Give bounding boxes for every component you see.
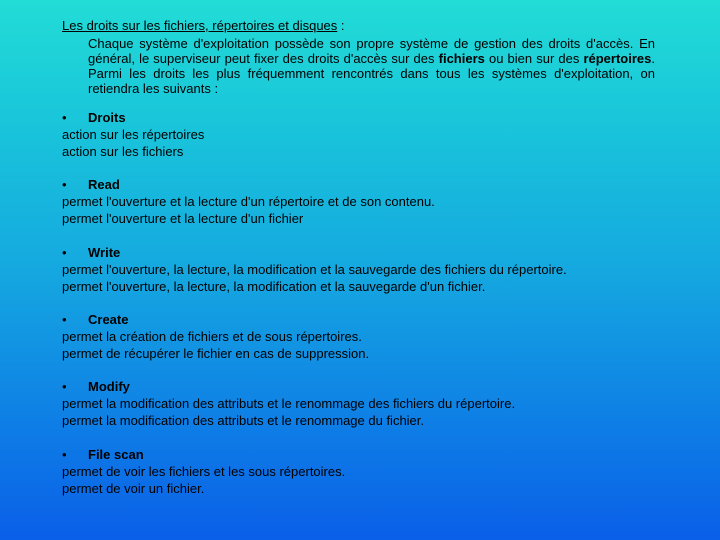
section-line: permet l'ouverture et la lecture d'un fichier bbox=[62, 211, 304, 226]
section-heading-text: Modify bbox=[88, 379, 130, 394]
intro-bold-repertoires: répertoires bbox=[583, 51, 652, 66]
intro-text-1: Chaque système d'exploitation possède son propre système de gestion des droits d'accès. En général, le superviseur peut fixer des droits d'accès sur des bbox=[88, 36, 655, 66]
bullet-icon: • bbox=[62, 245, 67, 260]
bullet-icon: • bbox=[62, 379, 67, 394]
section-heading bbox=[62, 176, 435, 193]
section-line: permet la modification des attributs et le renommage du fichier. bbox=[62, 413, 425, 428]
section-line: permet de récupérer le fichier en cas de suppression. bbox=[62, 346, 370, 361]
section-droits bbox=[62, 109, 204, 160]
section-heading bbox=[62, 109, 204, 126]
section-heading bbox=[62, 311, 369, 328]
intro-paragraph bbox=[88, 36, 655, 96]
bullet-icon: • bbox=[62, 110, 67, 125]
section-heading bbox=[62, 244, 567, 261]
section-line: permet la modification des attributs et le renommage des fichiers du répertoire. bbox=[62, 396, 516, 411]
section-line: action sur les fichiers bbox=[62, 144, 184, 159]
bullet-icon: • bbox=[62, 447, 67, 462]
section-line: permet l'ouverture, la lecture, la modification et la sauvegarde d'un fichier. bbox=[62, 279, 486, 294]
intro-text-3: . Parmi les droits les plus fréquemment rencontrés dans tous les systèmes d'exploitation, on retiendra les suivants : bbox=[88, 51, 655, 96]
section-line: permet l'ouverture et la lecture d'un répertoire et de son contenu. bbox=[62, 194, 435, 209]
section-heading-text: Write bbox=[88, 245, 121, 260]
section-line: permet de voir un fichier. bbox=[62, 481, 205, 496]
section-heading-text: Droits bbox=[88, 110, 126, 125]
section-create bbox=[62, 311, 369, 362]
section-heading bbox=[62, 446, 345, 463]
bullet-icon: • bbox=[62, 312, 67, 327]
section-read bbox=[62, 176, 435, 227]
slide-title-colon: : bbox=[337, 18, 345, 33]
section-modify bbox=[62, 378, 515, 429]
slide-title-text: Les droits sur les fichiers, répertoires et disques bbox=[62, 18, 338, 33]
slide-title bbox=[62, 18, 345, 33]
section-heading-text: File scan bbox=[88, 447, 144, 462]
section-line: permet la création de fichiers et de sous répertoires. bbox=[62, 329, 362, 344]
section-line: permet de voir les fichiers et les sous répertoires. bbox=[62, 464, 346, 479]
bullet-icon: • bbox=[62, 177, 67, 192]
section-line: action sur les répertoires bbox=[62, 127, 205, 142]
section-heading-text: Read bbox=[88, 177, 120, 192]
intro-text-2: ou bien sur des bbox=[484, 51, 584, 66]
section-line: permet l'ouverture, la lecture, la modification et la sauvegarde des fichiers du répertoire. bbox=[62, 262, 567, 277]
section-write bbox=[62, 244, 567, 295]
section-file-scan bbox=[62, 446, 345, 497]
section-heading bbox=[62, 378, 515, 395]
intro-bold-fichiers: fichiers bbox=[438, 51, 485, 66]
section-heading-text: Create bbox=[88, 312, 129, 327]
